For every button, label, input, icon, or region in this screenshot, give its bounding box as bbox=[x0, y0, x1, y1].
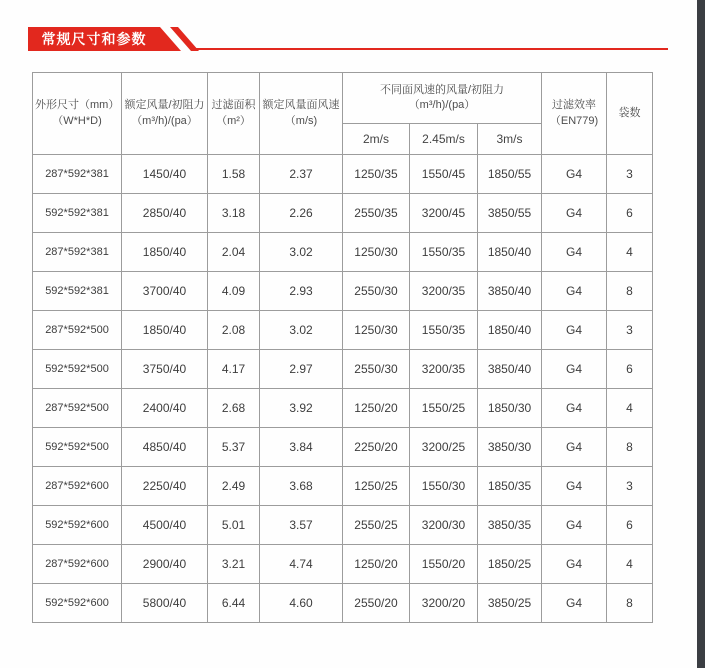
table-cell: 287*592*600 bbox=[33, 467, 122, 506]
table-cell: 1850/25 bbox=[478, 545, 542, 584]
header-text: （m²） bbox=[216, 114, 251, 127]
table-cell: 5.37 bbox=[208, 428, 260, 467]
table-cell: 592*592*381 bbox=[33, 272, 122, 311]
table-cell: G4 bbox=[542, 389, 607, 428]
table-cell: 3850/25 bbox=[478, 584, 542, 623]
table-cell: G4 bbox=[542, 233, 607, 272]
table-cell: 3200/45 bbox=[410, 194, 478, 233]
table-cell: 3 bbox=[607, 155, 653, 194]
table-cell: 2.97 bbox=[260, 350, 343, 389]
table-cell: 2.37 bbox=[260, 155, 343, 194]
table-cell: 3200/20 bbox=[410, 584, 478, 623]
table-cell: 3850/30 bbox=[478, 428, 542, 467]
table-cell: 3.02 bbox=[260, 311, 343, 350]
table-cell: 1850/40 bbox=[122, 311, 208, 350]
table-cell: 287*592*500 bbox=[33, 389, 122, 428]
table-cell: 3200/25 bbox=[410, 428, 478, 467]
table-row bbox=[33, 467, 653, 506]
header-text: （m³/h)/(pa） bbox=[131, 114, 198, 127]
table-cell: 2.49 bbox=[208, 467, 260, 506]
col-header-dimensions bbox=[33, 73, 122, 155]
table-cell: 4.74 bbox=[260, 545, 343, 584]
table-cell: 4 bbox=[607, 233, 653, 272]
table-cell: 6 bbox=[607, 350, 653, 389]
table-cell: G4 bbox=[542, 467, 607, 506]
table-cell: G4 bbox=[542, 311, 607, 350]
table-cell: 1850/40 bbox=[122, 233, 208, 272]
table-cell: 3.92 bbox=[260, 389, 343, 428]
table-cell: 1250/30 bbox=[343, 233, 410, 272]
table-cell: 2850/40 bbox=[122, 194, 208, 233]
table-cell: 2.08 bbox=[208, 311, 260, 350]
table-cell: 592*592*600 bbox=[33, 584, 122, 623]
table-cell: 4500/40 bbox=[122, 506, 208, 545]
table-cell: 287*592*381 bbox=[33, 233, 122, 272]
header-text: 额定风量/初阻力 bbox=[124, 99, 205, 112]
table-cell: 3200/30 bbox=[410, 506, 478, 545]
table-cell: 4.60 bbox=[260, 584, 343, 623]
header-text: （m³/h)/(pa） bbox=[408, 99, 476, 111]
col-header-speed-3ms: 3m/s bbox=[478, 124, 542, 155]
table-cell: 2550/30 bbox=[343, 350, 410, 389]
table-cell: 1250/30 bbox=[343, 311, 410, 350]
table-cell: 3850/55 bbox=[478, 194, 542, 233]
table-cell: 287*592*600 bbox=[33, 545, 122, 584]
table-cell: 3200/35 bbox=[410, 350, 478, 389]
table-cell: 3 bbox=[607, 467, 653, 506]
table-cell: 287*592*381 bbox=[33, 155, 122, 194]
table-cell: 2.68 bbox=[208, 389, 260, 428]
table-row bbox=[33, 311, 653, 350]
table-row bbox=[33, 233, 653, 272]
table-cell: 3850/40 bbox=[478, 272, 542, 311]
banner-underline bbox=[196, 48, 668, 50]
section-title-banner bbox=[28, 27, 160, 51]
table-cell: 1850/40 bbox=[478, 233, 542, 272]
table-cell: 3.57 bbox=[260, 506, 343, 545]
table-cell: 2.04 bbox=[208, 233, 260, 272]
table-cell: 8 bbox=[607, 584, 653, 623]
header-text: 额定风量面风速 bbox=[262, 99, 340, 112]
table-cell: 592*592*500 bbox=[33, 428, 122, 467]
table-cell: G4 bbox=[542, 428, 607, 467]
table-cell: 4.17 bbox=[208, 350, 260, 389]
table-cell: 2550/35 bbox=[343, 194, 410, 233]
col-header-speed-2ms: 2m/s bbox=[343, 124, 410, 155]
table-cell: 2.93 bbox=[260, 272, 343, 311]
page-edge-strip bbox=[697, 0, 705, 668]
table-row bbox=[33, 545, 653, 584]
table-row bbox=[33, 194, 653, 233]
table-cell: G4 bbox=[542, 506, 607, 545]
table-cell: 2550/20 bbox=[343, 584, 410, 623]
table-cell: G4 bbox=[542, 584, 607, 623]
spec-table bbox=[32, 72, 653, 623]
table-cell: 3200/35 bbox=[410, 272, 478, 311]
table-cell: 8 bbox=[607, 272, 653, 311]
table-cell: 8 bbox=[607, 428, 653, 467]
table-cell: 6 bbox=[607, 194, 653, 233]
header-text: 过滤面积 bbox=[211, 99, 256, 112]
table-cell: 1850/55 bbox=[478, 155, 542, 194]
col-header-efficiency bbox=[542, 73, 607, 155]
header-text: 不同面风速的风量/初阻力 bbox=[379, 83, 505, 96]
table-cell: 3700/40 bbox=[122, 272, 208, 311]
header-text: 外形尺寸（mm） bbox=[35, 99, 120, 112]
table-cell: 592*592*500 bbox=[33, 350, 122, 389]
table-cell: 4 bbox=[607, 545, 653, 584]
table-cell: 2550/30 bbox=[343, 272, 410, 311]
table-cell: 1550/45 bbox=[410, 155, 478, 194]
table-cell: 3.21 bbox=[208, 545, 260, 584]
table-row bbox=[33, 350, 653, 389]
table-cell: 4850/40 bbox=[122, 428, 208, 467]
table-cell: 2400/40 bbox=[122, 389, 208, 428]
table-cell: 3850/40 bbox=[478, 350, 542, 389]
table-cell: G4 bbox=[542, 350, 607, 389]
table-cell: 1850/35 bbox=[478, 467, 542, 506]
table-cell: 3.68 bbox=[260, 467, 343, 506]
table-cell: 1850/30 bbox=[478, 389, 542, 428]
table-cell: 1850/40 bbox=[478, 311, 542, 350]
header-text: 过滤效率 bbox=[552, 99, 597, 112]
table-cell: 3850/35 bbox=[478, 506, 542, 545]
section-title: 常规尺寸和参数 bbox=[41, 31, 147, 47]
table-cell: 1250/20 bbox=[343, 389, 410, 428]
table-cell: 3.18 bbox=[208, 194, 260, 233]
table-cell: 6.44 bbox=[208, 584, 260, 623]
col-header-face-velocity bbox=[260, 73, 343, 155]
table-cell: 4.09 bbox=[208, 272, 260, 311]
table-cell: 287*592*500 bbox=[33, 311, 122, 350]
table-cell: 2250/20 bbox=[343, 428, 410, 467]
table-cell: 6 bbox=[607, 506, 653, 545]
header-text: （W*H*D) bbox=[52, 114, 102, 127]
table-cell: 3.02 bbox=[260, 233, 343, 272]
table-cell: 2.26 bbox=[260, 194, 343, 233]
table-cell: 1550/35 bbox=[410, 311, 478, 350]
table-cell: 3.84 bbox=[260, 428, 343, 467]
table-cell: 1550/20 bbox=[410, 545, 478, 584]
col-header-filter-area bbox=[208, 73, 260, 155]
table-cell: 2550/25 bbox=[343, 506, 410, 545]
table-cell: 1550/25 bbox=[410, 389, 478, 428]
header-text: （m/s) bbox=[284, 114, 318, 127]
col-header-bag-count: 袋数 bbox=[607, 73, 653, 155]
table-cell: 1550/30 bbox=[410, 467, 478, 506]
col-header-rated-airflow bbox=[122, 73, 208, 155]
table-cell: 592*592*600 bbox=[33, 506, 122, 545]
header-text: （EN779) bbox=[549, 114, 599, 127]
table-cell: G4 bbox=[542, 194, 607, 233]
col-header-speed-245ms: 2.45m/s bbox=[410, 124, 478, 155]
table-cell: 1250/20 bbox=[343, 545, 410, 584]
table-cell: 2250/40 bbox=[122, 467, 208, 506]
table-cell: 2900/40 bbox=[122, 545, 208, 584]
table-cell: 5800/40 bbox=[122, 584, 208, 623]
table-row bbox=[33, 428, 653, 467]
table-cell: G4 bbox=[542, 545, 607, 584]
table-row bbox=[33, 584, 653, 623]
table-cell: 4 bbox=[607, 389, 653, 428]
table-cell: G4 bbox=[542, 155, 607, 194]
table-cell: 1450/40 bbox=[122, 155, 208, 194]
table-cell: 5.01 bbox=[208, 506, 260, 545]
table-cell: 1550/35 bbox=[410, 233, 478, 272]
table-cell: G4 bbox=[542, 272, 607, 311]
table-cell: 1250/35 bbox=[343, 155, 410, 194]
table-body bbox=[33, 155, 653, 623]
table-cell: 3750/40 bbox=[122, 350, 208, 389]
table-cell: 1.58 bbox=[208, 155, 260, 194]
table-cell: 3 bbox=[607, 311, 653, 350]
col-header-airflow-by-velocity bbox=[343, 73, 542, 124]
table-row bbox=[33, 506, 653, 545]
table-cell: 592*592*381 bbox=[33, 194, 122, 233]
table-row bbox=[33, 389, 653, 428]
table-cell: 1250/25 bbox=[343, 467, 410, 506]
table-row bbox=[33, 272, 653, 311]
table-row bbox=[33, 155, 653, 194]
